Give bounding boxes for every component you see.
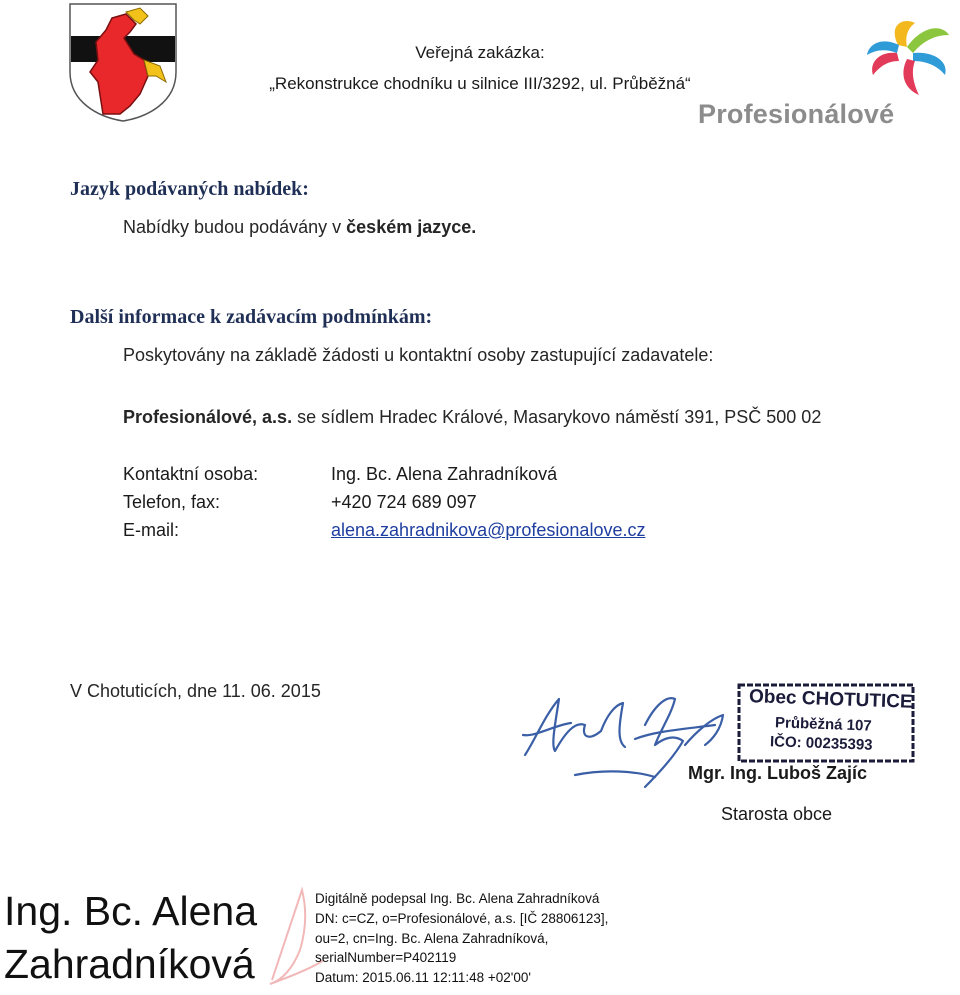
signer-role: Starosta obce — [721, 804, 833, 824]
contact-person-value: Ing. Bc. Alena Zahradníková — [331, 464, 558, 484]
email-label: E-mail: — [123, 520, 180, 540]
signer-name: Mgr. Ing. Luboš Zajíc — [688, 763, 868, 783]
digital-signature-line: DN: c=CZ, o=Profesionálové, a.s. [IČ 28806123], — [315, 911, 609, 926]
phone-label: Telefon, fax: — [123, 492, 221, 512]
stamp-line1: Obec CHOTUTICE — [748, 686, 913, 713]
digital-signature-line: Digitálně podepsal Ing. Bc. Alena Zahradníková — [315, 891, 600, 906]
digital-signature-line: ou=2, cn=Ing. Bc. Alena Zahradníková, — [315, 931, 549, 946]
logo-text: Profesionálové — [698, 99, 895, 129]
info-text: Poskytovány na základě žádosti u kontaktní osoby zastupující zadavatele: — [123, 345, 714, 365]
language-text — [123, 217, 476, 238]
stamp-line3: IČO: 00235393 — [769, 733, 873, 754]
place-date: V Chotuticích, dne 11. 06. 2015 — [70, 681, 321, 701]
contract-title: „Rekonstrukce chodníku u silnice III/3292, ul. Průběžná“ — [269, 74, 691, 93]
digital-signer-name-line2: Zahradníková — [4, 941, 255, 987]
company-line — [123, 407, 821, 428]
company-address: se sídlem Hradec Králové, Masarykovo náměstí 391, PSČ 500 02 — [292, 407, 822, 427]
digital-signer-name-line1: Ing. Bc. Alena — [4, 888, 258, 934]
language-heading: Jazyk podávaných nabídek: — [70, 178, 309, 200]
stamp-line2: Průběžná 107 — [774, 714, 872, 735]
company-name: Profesionálové, a.s. — [123, 407, 293, 427]
language-text-prefix: Nabídky budou podávány v — [123, 217, 347, 237]
phone-value: +420 724 689 097 — [331, 492, 477, 512]
digital-signature-line: Datum: 2015.06.11 12:11:48 +02'00' — [315, 970, 531, 985]
digital-signature-line: serialNumber=P402119 — [315, 950, 457, 965]
language-text-bold: českém jazyce. — [346, 217, 477, 237]
email-link[interactable]: alena.zahradnikova@profesionalove.cz — [331, 520, 646, 540]
info-heading: Další informace k zadávacím podmínkám: — [70, 306, 433, 328]
contact-person-label: Kontaktní osoba: — [123, 464, 259, 484]
contract-label: Veřejná zakázka: — [415, 43, 545, 62]
